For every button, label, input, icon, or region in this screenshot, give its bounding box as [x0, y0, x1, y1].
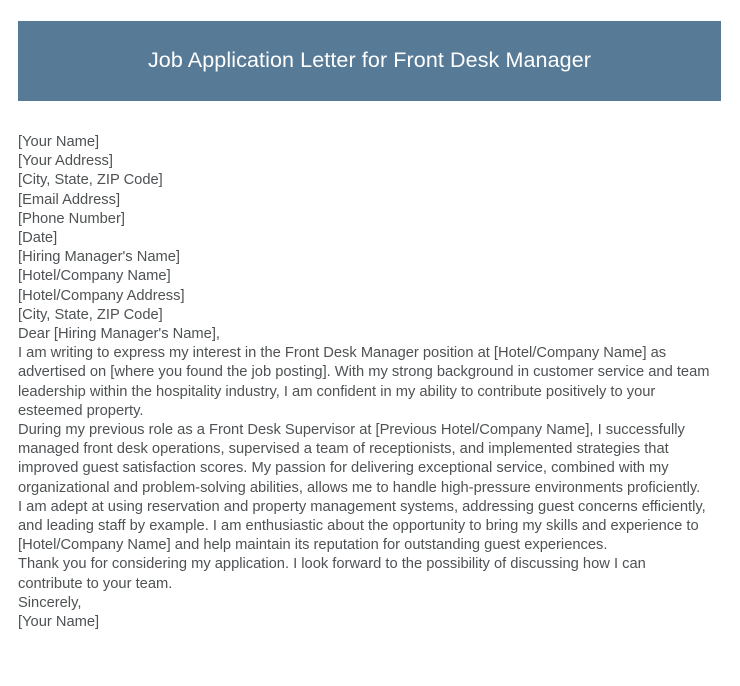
letter-date: [Date]	[18, 230, 58, 247]
salutation: Dear [Hiring Manager's Name],	[18, 326, 220, 343]
sender-address: [Your Address]	[18, 153, 113, 170]
paragraph-3: I am adept at using reservation and property management systems, addressing guest concerns efficiently, and leading staff by example. I am enthusiastic about the opportunity to bring my skills and experience to [Hotel/Company Name] and help maintain its reputation for outstanding guest experiences.	[18, 498, 706, 554]
sender-name: [Your Name]	[18, 134, 100, 150]
sender-city-state-zip: [City, State, ZIP Code]	[18, 172, 163, 189]
paragraph-2: During my previous role as a Front Desk Supervisor at [Previous Hotel/Company Name], I successfully managed front desk operations, supervised a team of receptionists, and implemented strategies that improved guest satisfaction scores. My passion for delivering exceptional service, combined with my organizational and problem-solving abilities, allows me to handle high-pressure environments proficiently.	[18, 422, 701, 496]
recipient-company-name: [Hotel/Company Name]	[18, 268, 171, 285]
letter-body	[18, 133, 712, 632]
sender-phone: [Phone Number]	[18, 210, 125, 227]
recipient-city-state-zip: [City, State, ZIP Code]	[18, 306, 163, 323]
recipient-manager-name: [Hiring Manager's Name]	[18, 249, 180, 266]
sender-email: [Email Address]	[18, 191, 121, 208]
paragraph-1: I am writing to express my interest in the Front Desk Manager position at [Hotel/Company Name] as advertised on [where you found the job posting]. With my strong background in customer service and team leadership within the hospitality industry, I am confident in my ability to contribute positively to your esteemed property.	[18, 345, 710, 419]
paragraph-4: Thank you for considering my application. I look forward to the possibility of discussing how I can contribute to your team.	[18, 556, 646, 592]
document-header-banner	[18, 21, 721, 101]
recipient-company-address: [Hotel/Company Address]	[18, 287, 185, 304]
page-title: Job Application Letter for Front Desk Manager	[147, 48, 592, 73]
signature: [Your Name]	[18, 614, 100, 631]
closing: Sincerely,	[18, 594, 82, 611]
